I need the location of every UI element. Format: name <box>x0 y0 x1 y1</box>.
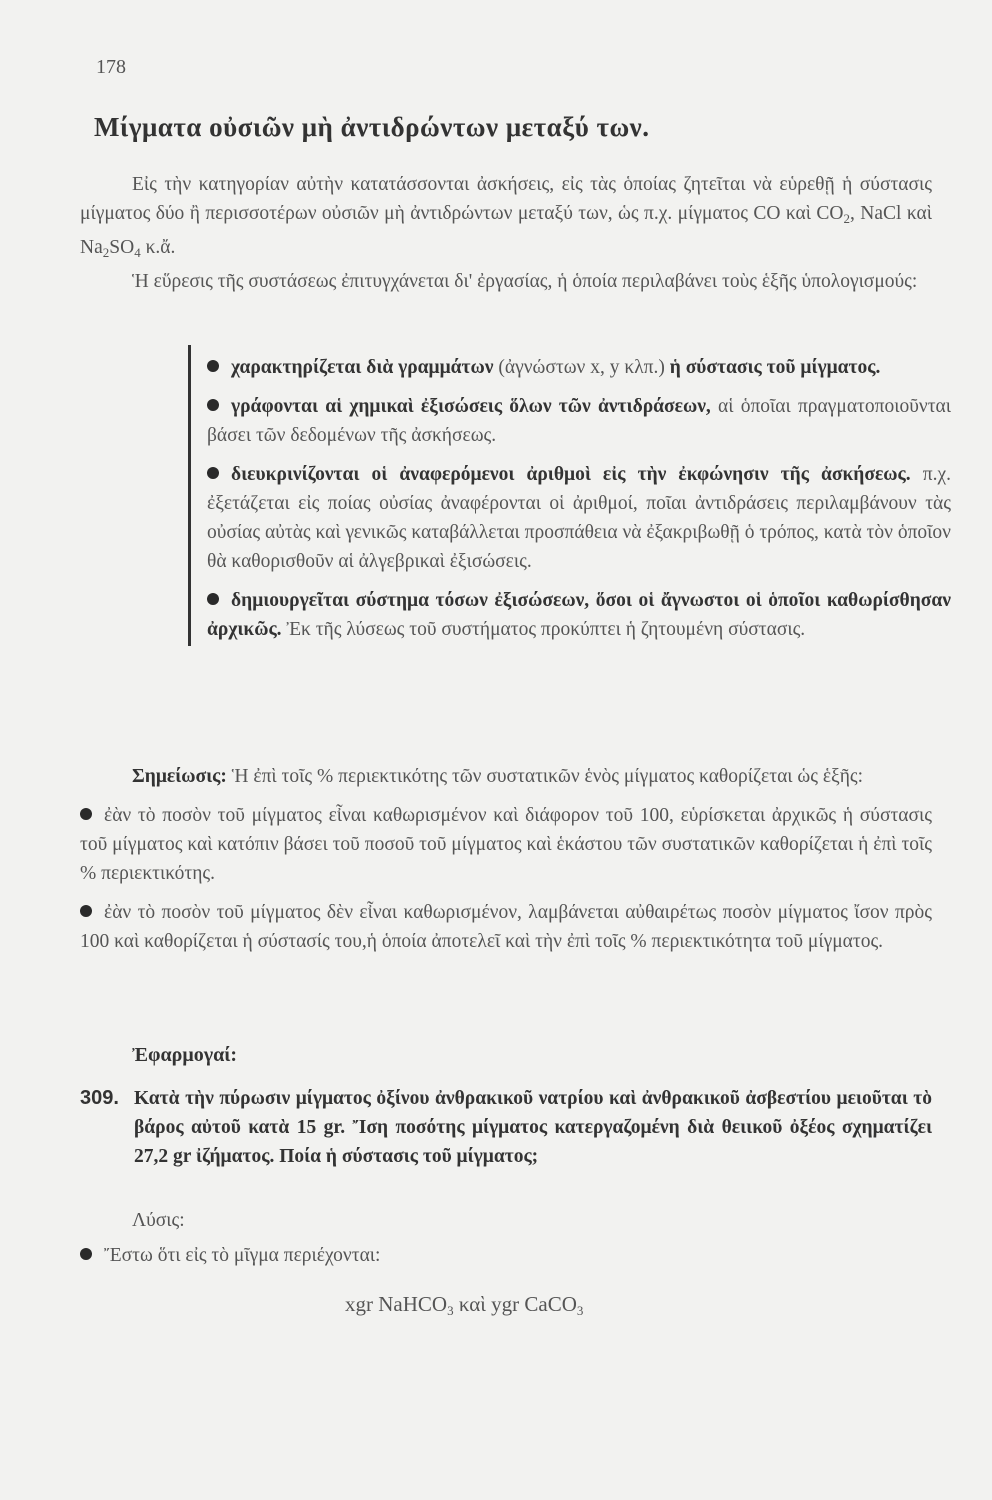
note-paragraph <box>80 762 932 791</box>
solution-step <box>80 1245 380 1267</box>
section-title: Μίγματα οὐσιῶν μὴ ἀντιδρώντων μεταξύ των. <box>94 112 650 142</box>
bullet-icon <box>207 360 219 372</box>
intro-text-part: SO <box>109 237 135 258</box>
step-item <box>207 586 951 644</box>
step-item <box>207 392 951 450</box>
problem-text: Κατὰ τὴν πύρωσιν μίγματος ὀξίνου ἀνθρακικοῦ νατρίου καὶ ἀνθρακικοῦ ἀσβεστίου μειοῦται τὸ βάρος αὐτοῦ κατὰ 15 gr. Ἴση ποσότης μίγματος κατεργαζομένη διὰ θειικοῦ ὀξέος σχηματίζει 27,2 gr ἰζήματος. Ποία ἡ σύστασις τοῦ μίγματος; <box>134 1088 932 1167</box>
formula <box>345 1292 583 1319</box>
step-text: π.χ. ἐξετάζεται εἰς ποίας οὐσίας ἀναφέρονται οἱ ἀριθμοί, ποῖαι ἀντιδράσεις περιλαμβάνουν τὰς οὐσίας αὐτὰς καὶ γενικῶς καταβάλλεται προσπάθεια νὰ ἐξακριβωθῇ ὁ τρόπος, κατὰ τὸν ὁποῖον θὰ καθορισθοῦν αἱ ἀλγεβρικαὶ ἐξισώσεις. <box>207 464 951 572</box>
note-label: Σημείωσις: <box>132 766 227 787</box>
problem-number: 309. <box>80 1087 119 1109</box>
intro-text-part: , NaCl καὶ Na <box>80 203 932 258</box>
subscript: 4 <box>134 245 141 260</box>
solution-step-text: Ἔστω ὅτι εἰς τὸ μῖγμα περιέχονται: <box>104 1245 381 1266</box>
step-text: αἱ ὁποῖαι πραγματοποιοῦνται βάσει τῶν δεδομένων τῆς ἀσκήσεως. <box>207 396 951 446</box>
step-item <box>207 353 951 382</box>
applications-heading: Ἐφαρμογαί: <box>132 1044 238 1066</box>
step-bold-text: ἡ σύστασις τοῦ μίγματος. <box>669 357 881 378</box>
note-bullet-text: ἐὰν τὸ ποσὸν τοῦ μίγματος δὲν εἶναι καθωρισμένον, λαμβάνεται αὐθαιρέτως ποσὸν μίγματος ἴσον πρὸς 100 καὶ καθορίζεται ἡ σύστασίς του,ἡ ὁποία ἀποτελεῖ καὶ τὴν ἐπὶ τοῖς % περιεκτικότητα τοῦ μίγματος. <box>80 902 932 952</box>
bullet-icon <box>207 399 219 411</box>
step-bold-text: γράφονται αἱ χημικαὶ ἐξισώσεις ὅλων τῶν ἀντιδράσεων, <box>231 396 711 417</box>
note-bullet-1 <box>80 801 932 888</box>
bullet-icon <box>80 1248 92 1260</box>
subscript: 2 <box>843 211 851 226</box>
note-section <box>80 762 932 966</box>
solution-label: Λύσις: <box>132 1210 185 1231</box>
note-bullet-text: ἐὰν τὸ ποσὸν τοῦ μίγματος εἶναι καθωρισμένον καὶ διάφορον τοῦ 100, εὑρίσκεται ἀρχικῶς ἡ σύστασις τοῦ μίγματος καὶ κατόπιν βάσει τοῦ ποσοῦ τοῦ μίγματος καὶ ἑκάστου τῶν συστατικῶν καθορίζεται ἡ ἐπὶ τοῖς % περιεκτικότης. <box>80 805 932 884</box>
step-item <box>207 460 951 576</box>
intro-text-part: κ.ἄ. <box>140 237 176 258</box>
subscript: 3 <box>576 1303 584 1318</box>
intro-paragraph-2: Ἡ εὕρεσις τῆς συστάσεως ἐπιτυγχάνεται δι' ἐργασίας, ἡ ὁποία περιλαβάνει τοὺς ἑξῆς ὑπολογισμούς: <box>132 271 918 292</box>
bullet-icon <box>207 593 219 605</box>
note-text: Ἡ ἐπὶ τοῖς % περιεκτικότης τῶν συστατικῶν ἑνὸς μίγματος καθορίζεται ὡς ἑξῆς: <box>226 766 864 787</box>
formula-part: xgr NaHCO <box>345 1292 448 1316</box>
intro-text <box>80 170 932 296</box>
step-bold-text: διευκρινίζονται οἱ ἀναφερόμενοι ἀριθμοὶ εἰς τὴν ἐκφώνησιν τῆς ἀσκήσεως. <box>231 464 911 485</box>
step-text: Ἐκ τῆς λύσεως τοῦ συστήματος προκύπτει ἡ ζητουμένη σύστασις. <box>281 619 806 640</box>
intro-text-part: Εἰς τὴν κατηγορίαν αὐτὴν κατατάσσονται ἀσκήσεις, εἰς τὰς ὁποίας ζητεῖται νὰ εὑρεθῇ ἡ σύστασις μίγματος δύο ἢ περισσοτέρων οὐσιῶν μὴ ἀντιδρώντων μεταξύ των, ὡς π.χ. μίγματος CO καὶ CO <box>80 174 932 224</box>
bullet-icon <box>80 905 92 917</box>
steps-box <box>188 345 951 646</box>
note-bullet-2 <box>80 898 932 956</box>
subscript: 2 <box>102 245 110 260</box>
step-text: (ἀγνώστων x, y κλπ.) <box>493 357 670 378</box>
bullet-icon <box>207 467 219 479</box>
subscript: 3 <box>447 1303 454 1318</box>
intro-paragraph-1 <box>80 170 932 267</box>
step-bold-text: δημιουργεῖται σύστημα τόσων ἐξισώσεων, ὅσοι οἱ ἄγνωστοι οἱ ὁποῖοι καθωρίσθησαν ἀρχικῶς. <box>207 590 951 640</box>
bullet-icon <box>80 808 92 820</box>
formula-part: καὶ ygr CaCO <box>453 1292 577 1316</box>
page-number: 178 <box>96 56 126 78</box>
step-bold-text: χαρακτηρίζεται διὰ γραμμάτων <box>231 357 494 378</box>
problem-309 <box>80 1084 932 1171</box>
